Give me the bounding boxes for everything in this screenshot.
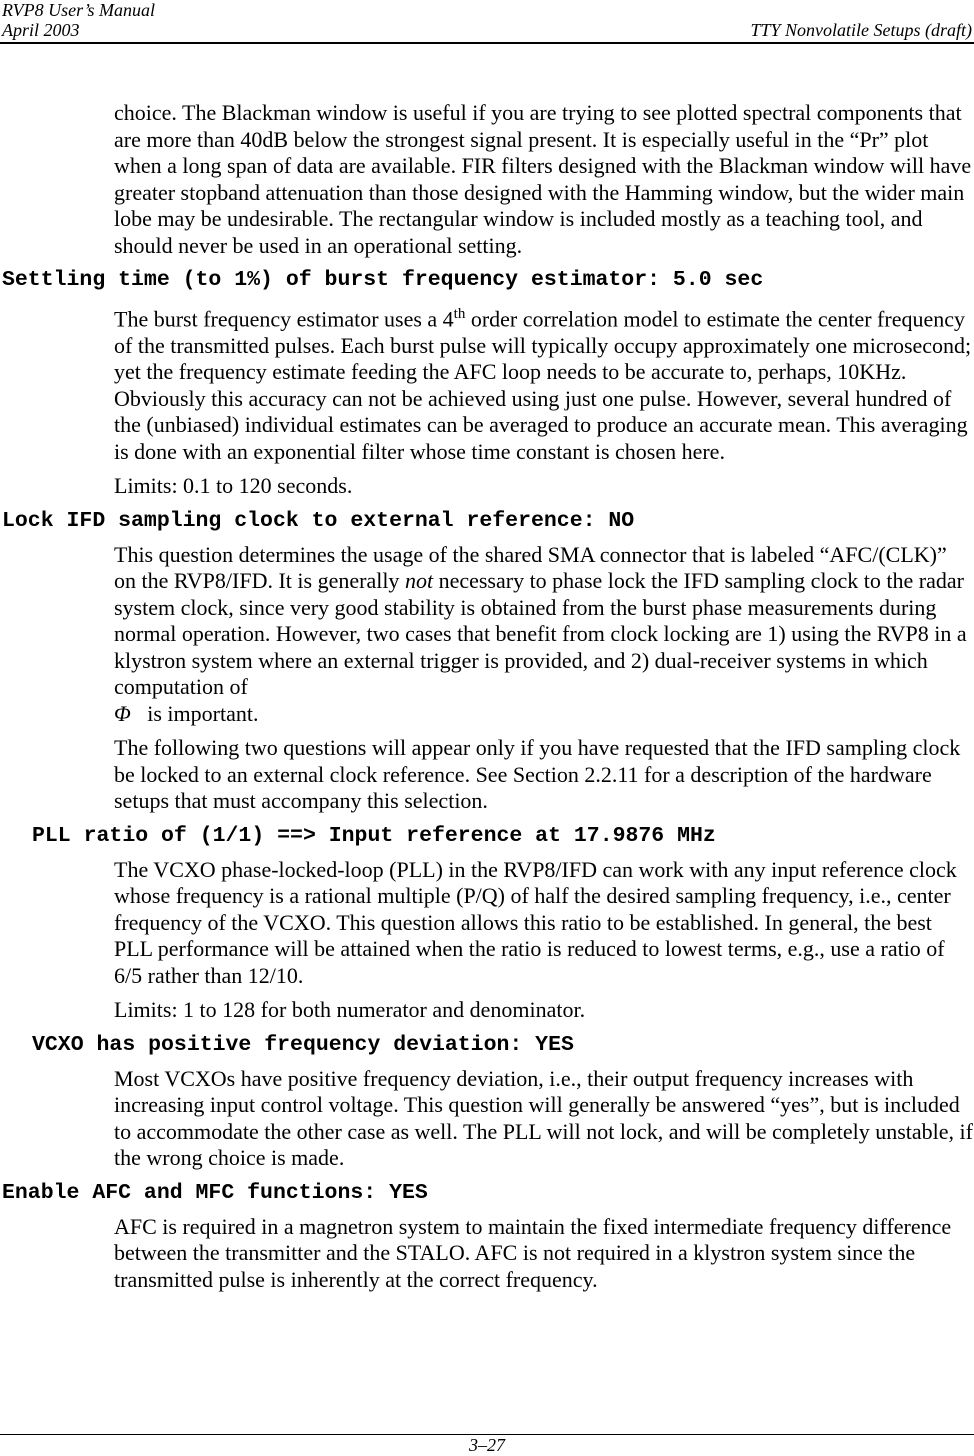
settling-text-b: order correlation model to estimate the center frequency of the transmitted pulses. Each burst pulse will typically occupy approximately one microsecond; yet the frequency estimate feeding the AFC loop needs to be accurate to, perhaps, 10KHz. Obviously this accuracy can not be achieved using just one pulse. However, several hundred of the (unbiased) individual estimates can be averaged to produce an accurate mean. This averaging is done with an exponential filter whose time constant is chosen here. — [114, 306, 972, 464]
afc-paragraph: AFC is required in a magnetron system to maintain the fixed intermediate frequency difference between the transmitter and the STALO. AFC is not required in a klystron system since the transmitted pulse is inherently at the correct frequency. — [114, 1213, 952, 1292]
lock-ifd-paragraph — [114, 542, 974, 728]
afc-mfc-heading: Enable AFC and MFC functions: YES — [2, 1180, 428, 1205]
lock-text-b: necessary to phase lock the IFD sampling clock to the radar system clock, since very good stability is obtained from the burst phase measurements during normal operation. However, two cases that benefit from clock locking are 1) using the RVP8 in a klystron system where an external trigger is provided, and 2) dual-receiver systems in which computation of — [114, 568, 967, 700]
page-body — [0, 100, 974, 1301]
manual-title: RVP8 User’s Manual — [2, 0, 155, 20]
vcxo-heading: VCXO has positive frequency deviation: YES — [32, 1032, 574, 1057]
vcxo-paragraph: Most VCXOs have positive frequency deviation, i.e., their output frequency increases with increasing input control voltage. This question will generally be answered “yes”, but is included to accommodate the other case as well. The PLL will not lock, and will be completely unstable, if the wrong choice is made. — [114, 1065, 973, 1171]
lock-emphasis: not — [404, 568, 434, 594]
settling-superscript: th — [453, 306, 466, 322]
settling-time-paragraph — [114, 301, 974, 465]
pll-paragraph: The VCXO phase-locked-loop (PLL) in the RVP8/IFD can work with any input reference clock whose frequency is a rational multiple (P/Q) of half the desired sampling frequency, i.e., center frequency of the VCXO. This question allows this ratio to be established. In general, the best PLL performance will be attained when the ratio is reduced to lowest terms, e.g., use a ratio of 6/5 rather than 12/10. — [114, 856, 957, 988]
lock-text-c: is important. — [147, 700, 259, 726]
pll-limits: Limits: 1 to 128 for both numerator and denominator. — [114, 997, 586, 1023]
lock-ifd-heading: Lock IFD sampling clock to external reference: NO — [2, 508, 635, 533]
header-date: April 2003 — [2, 20, 80, 40]
page-header — [0, 0, 974, 44]
header-left — [2, 0, 155, 40]
phi-symbol: Φ — [114, 700, 131, 726]
window-choice-paragraph: choice. The Blackman window is useful if you are trying to see plotted spectral components that are more than 40dB below the strongest signal present. It is especially useful in the “Pr” plot when a long span of data are available. FIR filters designed with the Blackman window will have greater stopband attenuation than those designed with the Hamming window, but the wider main lobe may be undesirable. The rectangular window is included mostly as a teaching tool, and should never be used in an operational setting. — [114, 100, 972, 258]
section-title: TTY Nonvolatile Setups (draft) — [750, 20, 972, 40]
lock-text-a: This question determines the usage of the shared SMA connector that is labeled “AFC/(CLK)” on the RVP8/IFD. It is generally — [114, 541, 947, 594]
page-footer — [0, 1434, 974, 1455]
settling-text-a: The burst frequency estimator uses a 4 — [114, 306, 454, 332]
pll-ratio-heading: PLL ratio of (1/1) ==> Input reference at 17.9876 MHz — [32, 823, 716, 848]
settling-limits: Limits: 0.1 to 120 seconds. — [114, 473, 353, 499]
lock-followup-paragraph: The following two questions will appear only if you have requested that the IFD sampling clock be locked to an external clock reference. See Section 2.2.11 for a description of the hardware setups that must accompany this selection. — [114, 735, 961, 814]
settling-time-heading: Settling time (to 1%) of burst frequency estimator: 5.0 sec — [2, 268, 764, 292]
page-number: 3–27 — [469, 1435, 505, 1455]
